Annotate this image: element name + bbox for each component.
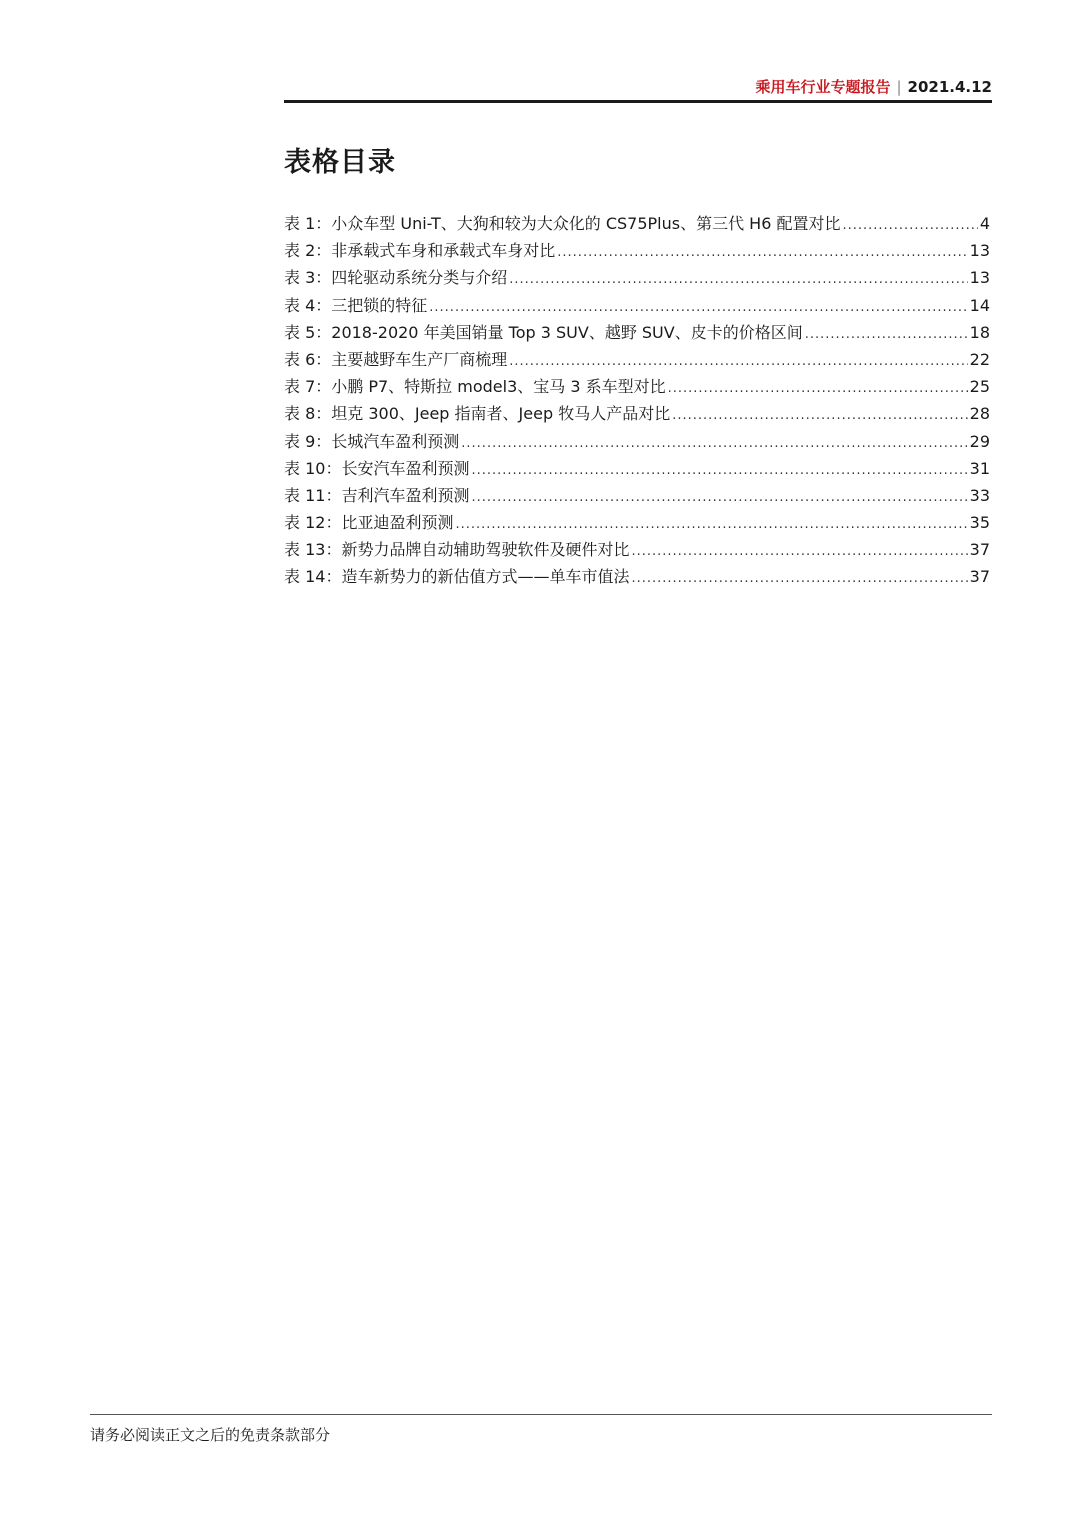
toc-entry[interactable] (284, 210, 990, 237)
toc-entry-label: 表 13：新势力品牌自动辅助驾驶软件及硬件对比 (284, 540, 630, 560)
dot-leader (631, 565, 967, 592)
toc-entry[interactable] (284, 373, 990, 400)
dot-leader (668, 375, 968, 402)
toc-entry[interactable] (284, 237, 990, 264)
dot-leader (461, 430, 967, 457)
toc-entry-page: 29 (969, 431, 990, 451)
table-of-tables (284, 210, 990, 591)
header-separator: | (896, 77, 902, 96)
toc-entry[interactable] (284, 455, 990, 482)
toc-entry-page: 25 (969, 377, 990, 397)
report-date: 2021.4.12 (907, 77, 992, 96)
toc-entry-page: 13 (969, 241, 990, 261)
toc-entry-label: 表 2：非承载式车身和承载式车身对比 (284, 241, 556, 261)
toc-entry[interactable] (284, 292, 990, 319)
toc-entry-page: 13 (969, 268, 990, 288)
toc-entry-label: 表 9：长城汽车盈利预测 (284, 431, 460, 451)
toc-entry[interactable] (284, 400, 990, 427)
toc-entry-label: 表 7：小鹏 P7、特斯拉 model3、宝马 3 系车型对比 (284, 377, 666, 397)
toc-entry[interactable] (284, 536, 990, 563)
toc-entry-label: 表 8：坦克 300、Jeep 指南者、Jeep 牧马人产品对比 (284, 404, 671, 424)
toc-entry[interactable] (284, 563, 990, 590)
report-type: 乘用车行业专题报告 (755, 78, 891, 96)
toc-entry-label: 表 4：三把锁的特征 (284, 295, 428, 315)
footer-rule (90, 1414, 992, 1415)
dot-leader (429, 294, 967, 321)
page-title: 表格目录 (284, 147, 396, 178)
toc-entry[interactable] (284, 346, 990, 373)
toc-entry-page: 28 (969, 404, 990, 424)
toc-entry[interactable] (284, 428, 990, 455)
dot-leader (672, 402, 967, 429)
toc-entry-page: 22 (969, 349, 990, 369)
report-header (755, 76, 992, 97)
toc-entry-label: 表 10：长安汽车盈利预测 (284, 458, 470, 478)
toc-entry-label: 表 1：小众车型 Uni-T、大狗和较为大众化的 CS75Plus、第三代 H6 配置对比 (284, 214, 841, 233)
dot-leader (509, 266, 967, 293)
toc-entry-label: 表 14：造车新势力的新估值方式——单车市值法 (284, 567, 630, 587)
toc-entry[interactable] (284, 482, 990, 509)
dot-leader (805, 321, 968, 348)
toc-entry[interactable] (284, 264, 990, 291)
dot-leader (557, 239, 967, 266)
toc-entry-label: 表 5：2018-2020 年美国销量 Top 3 SUV、越野 SUV、皮卡的价格区间 (284, 322, 803, 342)
toc-entry-label: 表 11：吉利汽车盈利预测 (284, 485, 470, 505)
toc-entry-page: 33 (969, 485, 990, 505)
toc-entry-label: 表 12：比亚迪盈利预测 (284, 513, 454, 533)
toc-entry[interactable] (284, 509, 990, 536)
dot-leader (509, 348, 967, 375)
toc-entry-page: 31 (969, 458, 990, 478)
toc-entry-page: 35 (969, 513, 990, 533)
dot-leader (631, 538, 967, 565)
dot-leader (842, 212, 977, 239)
toc-entry-page: 4 (979, 214, 990, 233)
toc-entry-page: 37 (969, 567, 990, 587)
toc-entry[interactable] (284, 319, 990, 346)
toc-entry-page: 14 (969, 295, 990, 315)
footer-disclaimer: 请务必阅读正文之后的免责条款部分 (90, 1426, 331, 1444)
header-rule (284, 100, 992, 103)
toc-entry-label: 表 3：四轮驱动系统分类与介绍 (284, 268, 508, 288)
dot-leader (471, 457, 967, 484)
toc-entry-page: 18 (969, 322, 990, 342)
dot-leader (455, 511, 967, 538)
toc-entry-page: 37 (969, 540, 990, 560)
toc-entry-label: 表 6：主要越野车生产厂商梳理 (284, 349, 508, 369)
dot-leader (471, 484, 967, 511)
